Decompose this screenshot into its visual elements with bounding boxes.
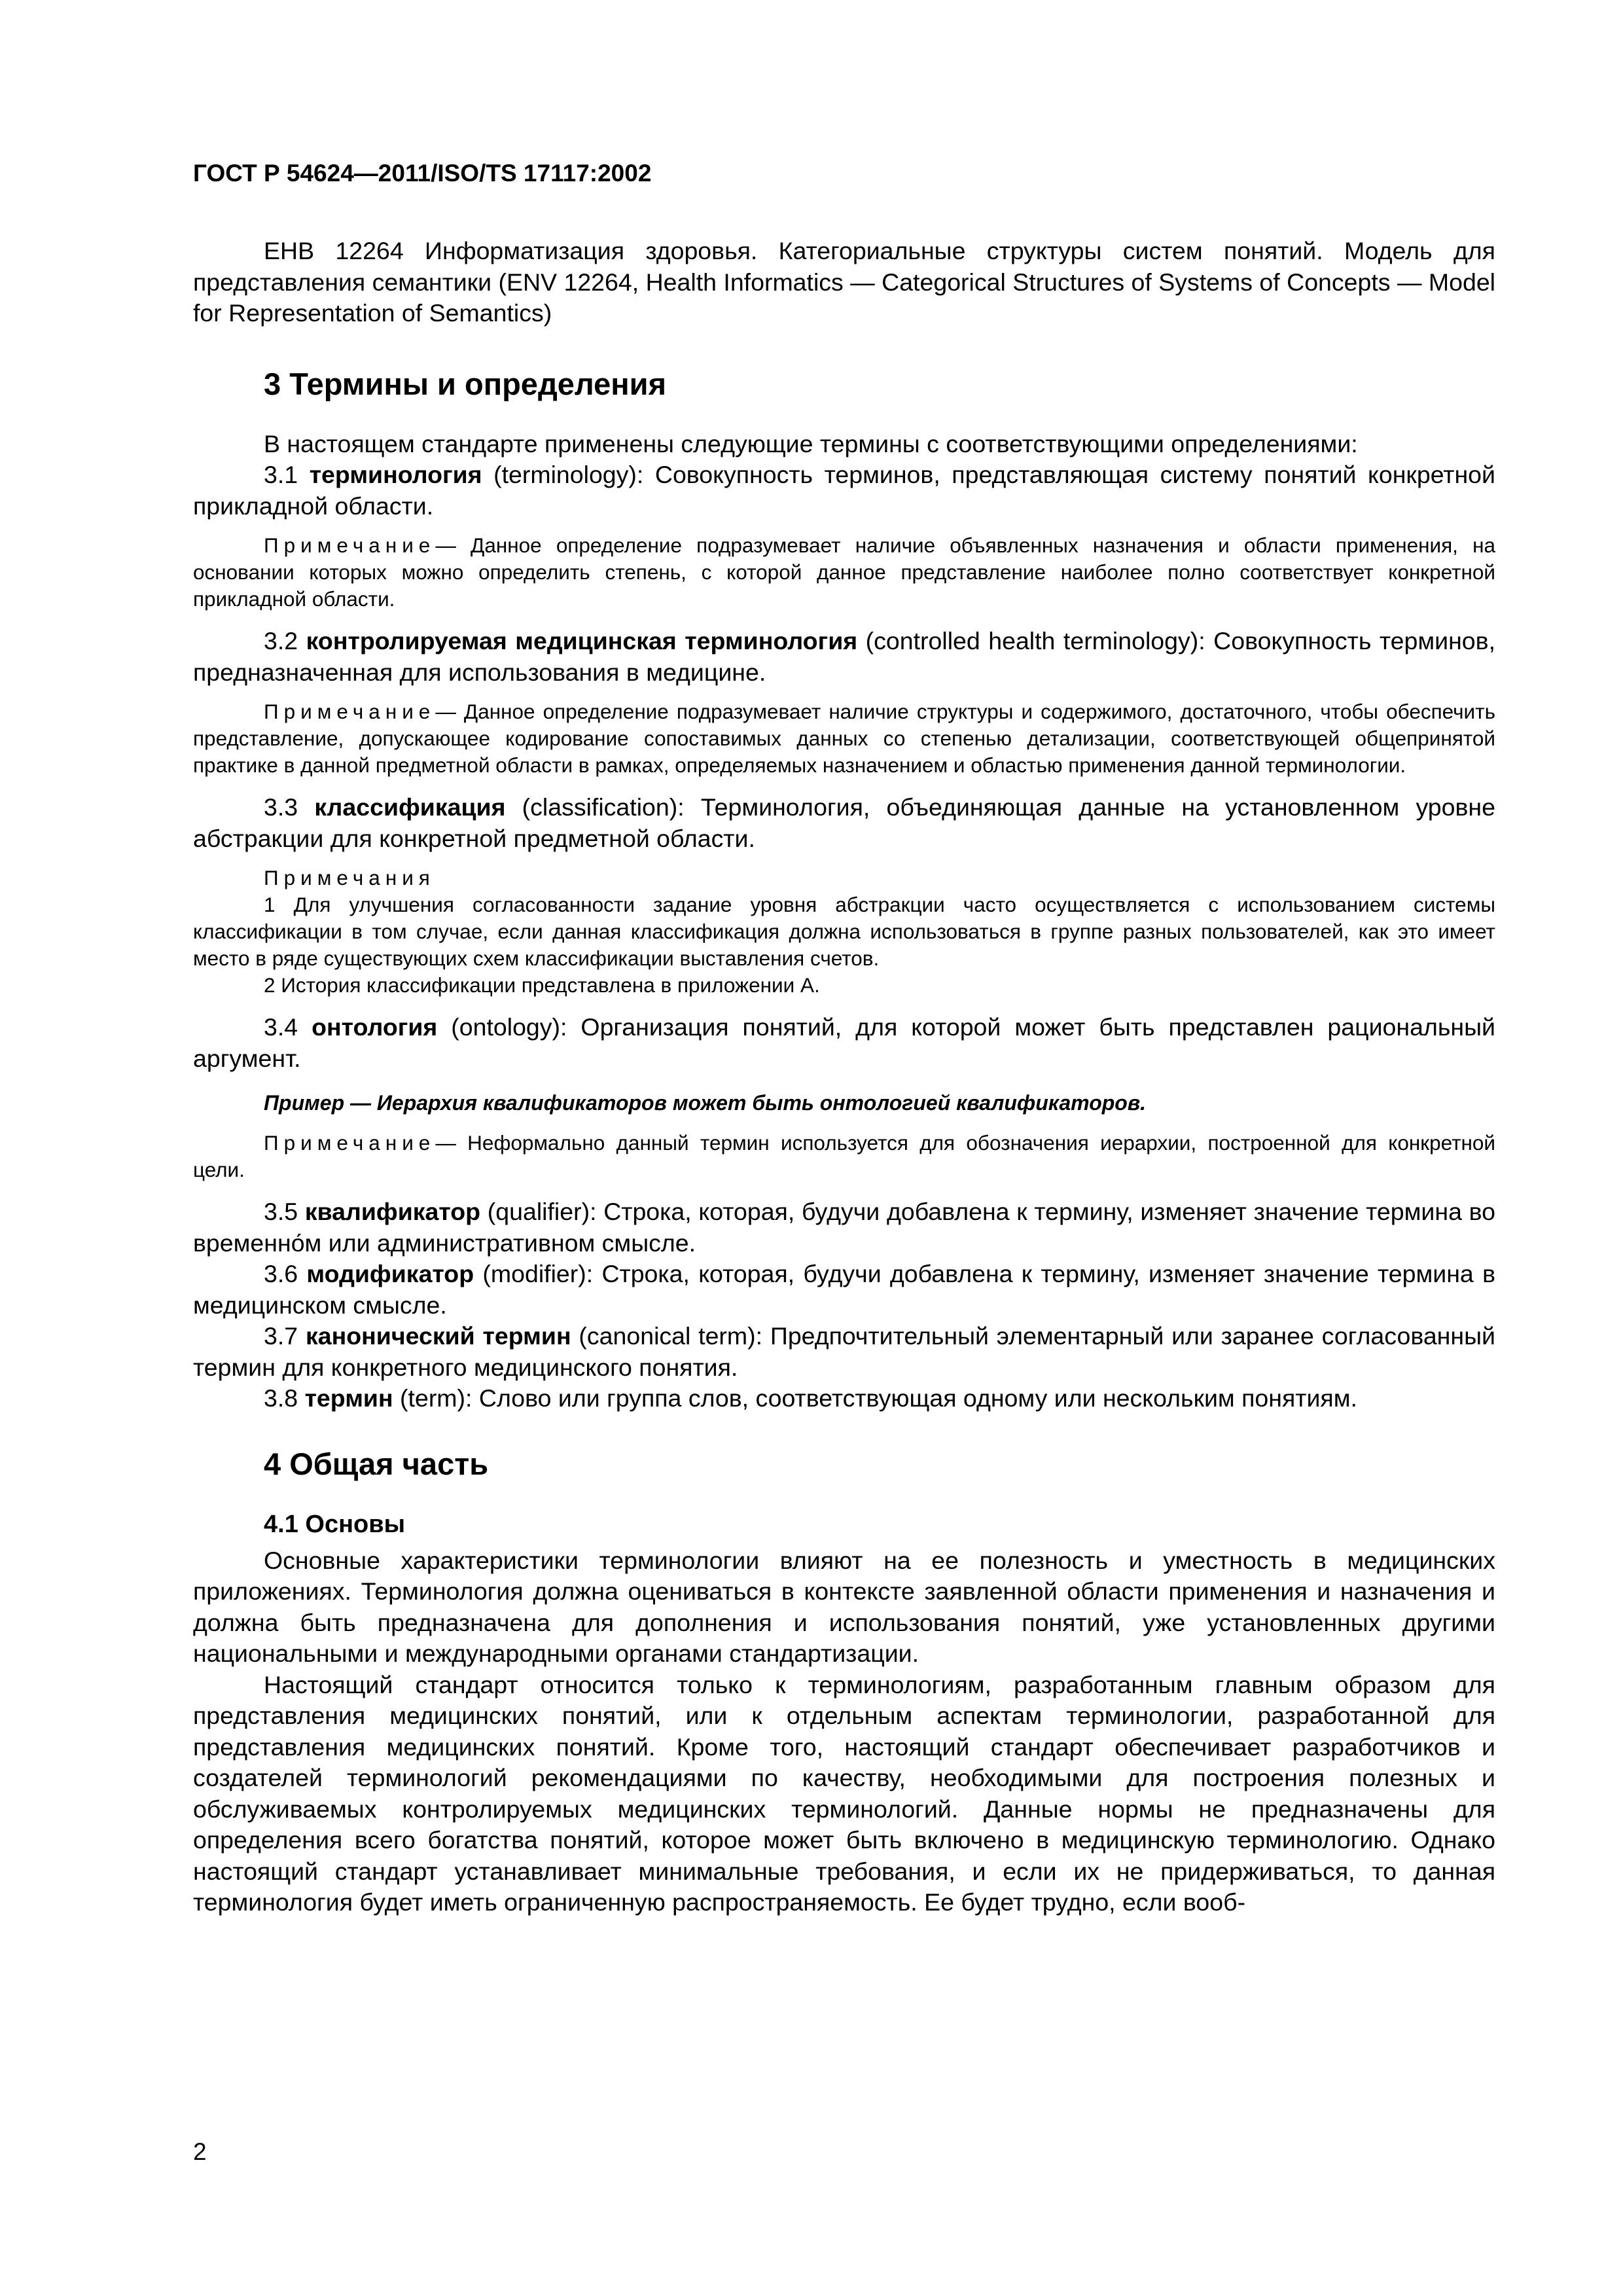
term-definition: (ontology): Организация понятий, для которой может быть представлен рациональный аргумент. [193,1013,1495,1072]
term-name: онтология [312,1013,438,1041]
reference-enb-12264: ЕНВ 12264 Информатизация здоровья. Категориальные структуры систем понятий. Модель для представления семантики (ENV 12264, Health Informatics — Categorical Structures of Systems of Concepts — Model for Representation of Semantics) [193,237,1496,327]
term-3-7 [193,1321,1495,1383]
section-3-heading: 3 Термины и определения [264,366,666,401]
page-content [193,158,1495,1918]
term-definition: (canonical term): Предпочтительный элементарный или заранее согласованный термин для конкретного медицинского понятия. [193,1322,1495,1381]
term-3-1 [193,459,1495,522]
term-name: модификатор [306,1260,474,1287]
term-number: 3.2 [264,627,306,655]
term-3-2 [193,626,1495,688]
term-definition: (qualifier): Строка, которая, будучи добавлена к термину, изменяет значение термина во временно́м или административном смысле. [193,1198,1495,1257]
term-number: 3.8 [264,1384,305,1412]
term-name: квалификатор [304,1198,481,1225]
term-number: 3.4 [264,1013,312,1041]
note-text: — Данное определение подразумевает наличие объявленных назначения и области применения, на основании которых можно определить степень, с которой данное представление наиболее полно соответствует конкретной прикладной области. [193,533,1495,611]
example-3-4: Пример — Иерархия квалификаторов может быть онтологией квалификаторов. [264,1091,1147,1115]
term-3-3 [193,792,1495,854]
subsection-4-1-heading: 4.1 Основы [264,1510,406,1538]
note-3-3-item-1: 1 Для улучшения согласованности задание уровня абстракции часто осуществляется с использованием системы классификации в том случае, если данная классификация должна использоваться в группе разных пользователей, как это имеет место в ряде существующих схем классификации выставления счетов. [193,893,1495,970]
page-number: 2 [193,2138,207,2165]
note-3-4 [193,1130,1495,1183]
term-name: классификация [314,793,506,821]
notes-3-3-label [193,865,1495,891]
term-name: термин [304,1384,393,1412]
term-definition: (classification): Терминология, объединяющая данные на установленном уровне абстракции для конкретной предметной области. [193,793,1495,852]
term-name: терминология [309,461,482,488]
note-3-2 [193,698,1495,779]
term-3-8 [193,1383,1495,1414]
note-text: — Неформально данный термин используется для обозначения иерархии, построенной для конкретной цели. [193,1131,1495,1181]
term-3-4 [193,1012,1495,1074]
term-definition: (terminology): Совокупность терминов, представляющая систему понятий конкретной прикладной области. [193,461,1495,520]
term-number: 3.5 [264,1198,305,1225]
document-header: ГОСТ Р 54624—2011/ISO/TS 17117:2002 [193,160,652,187]
term-3-5 [193,1196,1495,1259]
section-3-intro: В настоящем стандарте применены следующие термины с соответствующими определениями: [264,429,1358,457]
term-definition: (controlled health terminology): Совокупность терминов, предназначенная для использования в медицине. [193,627,1495,686]
note-text: — Данное определение подразумевает наличие структуры и содержимого, достаточного, чтобы обеспечить представление, допускающее кодирование сопоставимых данных со степенью детализации, соответствующей общепринятой практике в данной предметной области в рамках, определяемых назначением и областью применения данной терминологии. [193,700,1495,777]
section-4-1-paragraph-2: Настоящий стандарт относится только к терминологиям, разработанным главным образом для представления медицинских понятий, или к отдельным аспектам терминологии, разработанной для представления медицинских понятий. Кроме того, настоящий стандарт обеспечивает разработчиков и создателей терминологий рекомендациями по качеству, необходимыми для построения полезных и обслуживаемых контролируемых медицинских терминологий. Данные нормы не предназначены для определения всего богатства понятий, которое может быть включено в медицинскую терминологию. Однако настоящий стандарт устанавливает минимальные требования, и если их не придерживаться, то данная терминология будет иметь ограниченную распространяемость. Ее будет трудно, если вооб- [193,1670,1495,1916]
section-4-heading: 4 Общая часть [264,1446,489,1481]
notes-label: Примечания [264,866,435,889]
term-definition: (modifier): Строка, которая, будучи добавлена к термину, изменяет значение термина в медицинском смысле. [193,1260,1495,1319]
term-3-6 [193,1259,1495,1321]
term-number: 3.1 [264,461,310,488]
note-3-3-item-2: 2 История классификации представлена в приложении А. [264,973,820,997]
note-label: Примечание [264,700,436,723]
note-3-1 [193,532,1495,613]
term-number: 3.7 [264,1322,306,1350]
section-4-1-paragraph-1: Основные характеристики терминологии влияют на ее полезность и уместность в медицинских приложениях. Терминология должна оцениваться в контексте заявленной области применения и назначения и должна быть предназначена для дополнения и использования понятий, уже установленных другими национальными и международными органами стандартизации. [193,1546,1495,1667]
term-number: 3.6 [264,1260,307,1287]
note-label: Примечание [264,533,436,557]
term-number: 3.3 [264,793,315,821]
term-name: контролируемая медицинская терминология [306,627,858,655]
term-definition: (term): Слово или группа слов, соответствующая одному или нескольким понятиям. [393,1384,1357,1412]
note-label: Примечание [264,1131,436,1155]
term-name: канонический термин [305,1322,571,1350]
